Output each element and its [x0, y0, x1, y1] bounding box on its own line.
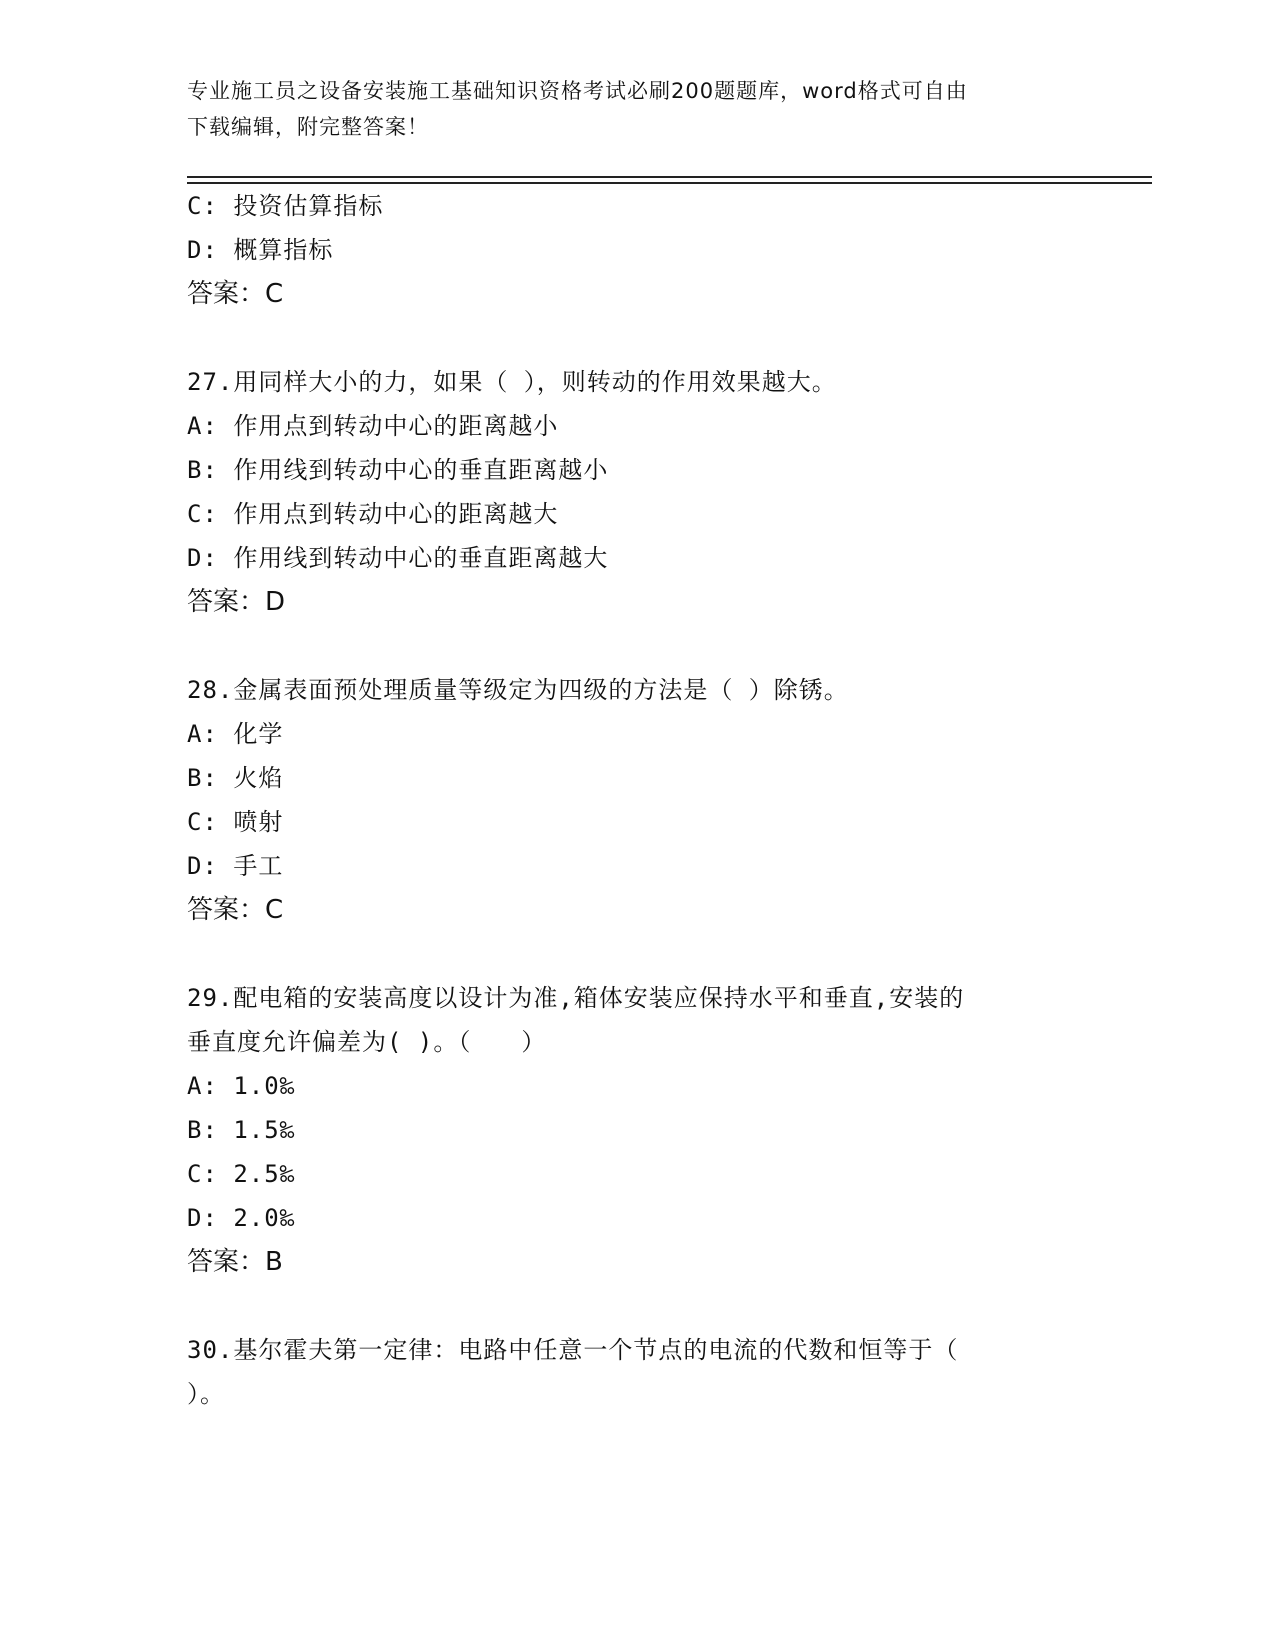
header-divider-bottom [187, 182, 1152, 184]
previous-question-option-d: D: 概算指标 [187, 236, 334, 264]
question-29-stem-line-2: 垂直度允许偏差为( )。（ ） [187, 1028, 547, 1056]
question-29-option-c: C: 2.5‰ [187, 1160, 296, 1188]
question-27-answer: 答案：D [187, 587, 286, 617]
question-29-option-d: D: 2.0‰ [187, 1204, 296, 1232]
question-28-option-b: B: 火焰 [187, 764, 284, 792]
header-title-line-1: 专业施工员之设备安装施工基础知识资格考试必刷200题题库，word格式可自由 [187, 79, 968, 103]
question-28-option-d: D: 手工 [187, 852, 284, 880]
header-divider-top [187, 176, 1152, 178]
question-28-answer: 答案：C [187, 895, 284, 925]
document-header [187, 73, 1067, 145]
question-27-stem: 27.用同样大小的力，如果（ ），则转动的作用效果越大。 [187, 368, 837, 396]
question-28-option-a: A: 化学 [187, 720, 284, 748]
question-28-stem: 28.金属表面预处理质量等级定为四级的方法是（ ）除锈。 [187, 676, 849, 704]
question-30-stem-line-2: ）。 [187, 1380, 225, 1408]
question-30-stem-line-1: 30.基尔霍夫第一定律：电路中任意一个节点的电流的代数和恒等于（ [187, 1336, 959, 1364]
question-27-option-b: B: 作用线到转动中心的垂直距离越小 [187, 456, 609, 484]
question-29-stem-line-1: 29.配电箱的安装高度以设计为准,箱体安装应保持水平和垂直,安装的 [187, 984, 965, 1012]
previous-question-answer: 答案：C [187, 279, 284, 309]
question-29-option-b: B: 1.5‰ [187, 1116, 296, 1144]
question-29-option-a: A: 1.0‰ [187, 1072, 296, 1100]
previous-question-option-c: C: 投资估算指标 [187, 192, 384, 220]
question-28-option-c: C: 喷射 [187, 808, 284, 836]
header-title-line-2: 下载编辑，附完整答案！ [187, 115, 429, 139]
question-27-option-d: D: 作用线到转动中心的垂直距离越大 [187, 544, 609, 572]
question-27-option-c: C: 作用点到转动中心的距离越大 [187, 500, 559, 528]
question-27-option-a: A: 作用点到转动中心的距离越小 [187, 412, 559, 440]
question-29-answer: 答案：B [187, 1247, 283, 1277]
